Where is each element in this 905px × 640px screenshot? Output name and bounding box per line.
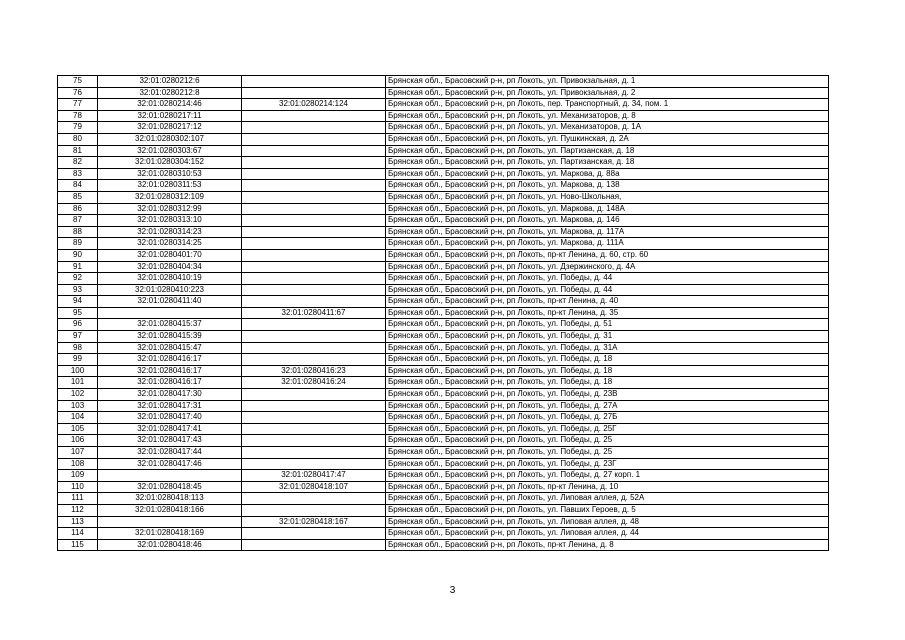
address-cell: Брянская обл., Брасовский р-н, рп Локоть, ул. Партизанская, д. 18 bbox=[386, 145, 829, 157]
table-row bbox=[58, 504, 829, 516]
row-number: 105 bbox=[58, 423, 98, 435]
cadastral-number: 32:01:0280416:17 bbox=[98, 365, 242, 377]
table-row bbox=[58, 423, 829, 435]
table-row bbox=[58, 307, 829, 319]
row-number: 112 bbox=[58, 504, 98, 516]
address-cell: Брянская обл., Брасовский р-н, рп Локоть, ул. Победы, д. 27А bbox=[386, 400, 829, 412]
row-number: 89 bbox=[58, 238, 98, 250]
table-row bbox=[58, 145, 829, 157]
table-row bbox=[58, 447, 829, 459]
address-cell: Брянская обл., Брасовский р-н, рп Локоть, ул. Дзержинского, д. 4А bbox=[386, 261, 829, 273]
related-cadastral-number: 32:01:0280417:47 bbox=[242, 470, 386, 482]
table-row bbox=[58, 99, 829, 111]
row-number: 114 bbox=[58, 528, 98, 540]
cadastral-number: 32:01:0280217:12 bbox=[98, 122, 242, 134]
address-cell: Брянская обл., Брасовский р-н, рп Локоть, ул. Ново-Школьная, bbox=[386, 191, 829, 203]
table-row bbox=[58, 273, 829, 285]
table-row bbox=[58, 296, 829, 308]
table-row bbox=[58, 354, 829, 366]
table-row bbox=[58, 389, 829, 401]
table-row bbox=[58, 133, 829, 145]
cadastral-number: 32:01:0280410:223 bbox=[98, 284, 242, 296]
row-number: 111 bbox=[58, 493, 98, 505]
address-cell: Брянская обл., Брасовский р-н, рп Локоть, ул. Победы, д. 44 bbox=[386, 273, 829, 285]
table-row bbox=[58, 458, 829, 470]
cadastral-number: 32:01:0280416:17 bbox=[98, 377, 242, 389]
row-number: 103 bbox=[58, 400, 98, 412]
cadastral-number: 32:01:0280410:19 bbox=[98, 273, 242, 285]
row-number: 109 bbox=[58, 470, 98, 482]
address-cell: Брянская обл., Брасовский р-н, рп Локоть, ул. Победы, д. 51 bbox=[386, 319, 829, 331]
related-cadastral-number bbox=[242, 435, 386, 447]
cadastral-number: 32:01:0280302:107 bbox=[98, 133, 242, 145]
cadastral-number: 32:01:0280417:41 bbox=[98, 423, 242, 435]
cadastral-number: 32:01:0280417:46 bbox=[98, 458, 242, 470]
table-row bbox=[58, 215, 829, 227]
cadastral-number: 32:01:0280314:23 bbox=[98, 226, 242, 238]
related-cadastral-number bbox=[242, 87, 386, 99]
address-cell: Брянская обл., Брасовский р-н, рп Локоть, пр-кт Ленина, д. 35 bbox=[386, 307, 829, 319]
address-cell: Брянская обл., Брасовский р-н, рп Локоть, пр-кт Ленина, д. 8 bbox=[386, 539, 829, 551]
cadastral-number: 32:01:0280415:39 bbox=[98, 331, 242, 343]
cadastral-number: 32:01:0280401:70 bbox=[98, 249, 242, 261]
related-cadastral-number bbox=[242, 133, 386, 145]
address-cell: Брянская обл., Брасовский р-н, рп Локоть, ул. Победы, д. 23Г bbox=[386, 458, 829, 470]
address-cell: Брянская обл., Брасовский р-н, рп Локоть, ул. Механизаторов, д. 8 bbox=[386, 110, 829, 122]
related-cadastral-number bbox=[242, 447, 386, 459]
cadastral-number: 32:01:0280418:46 bbox=[98, 539, 242, 551]
address-cell: Брянская обл., Брасовский р-н, рп Локоть, ул. Маркова, д. 88а bbox=[386, 168, 829, 180]
cadastral-number: 32:01:0280417:31 bbox=[98, 400, 242, 412]
related-cadastral-number: 32:01:0280416:24 bbox=[242, 377, 386, 389]
address-cell: Брянская обл., Брасовский р-н, рп Локоть, ул. Маркова, д. 146 bbox=[386, 215, 829, 227]
address-cell: Брянская обл., Брасовский р-н, рп Локоть, ул. Победы, д. 31 bbox=[386, 331, 829, 343]
table-row bbox=[58, 539, 829, 551]
related-cadastral-number bbox=[242, 191, 386, 203]
row-number: 82 bbox=[58, 157, 98, 169]
address-cell: Брянская обл., Брасовский р-н, рп Локоть, ул. Победы, д. 25 bbox=[386, 447, 829, 459]
table-row bbox=[58, 180, 829, 192]
table-row bbox=[58, 110, 829, 122]
table-row bbox=[58, 470, 829, 482]
table-row bbox=[58, 516, 829, 528]
table-row bbox=[58, 284, 829, 296]
related-cadastral-number bbox=[242, 296, 386, 308]
related-cadastral-number bbox=[242, 342, 386, 354]
table-row bbox=[58, 76, 829, 88]
cadastral-number: 32:01:0280417:43 bbox=[98, 435, 242, 447]
row-number: 91 bbox=[58, 261, 98, 273]
address-cell: Брянская обл., Брасовский р-н, рп Локоть, ул. Победы, д. 18 bbox=[386, 377, 829, 389]
address-cell: Брянская обл., Брасовский р-н, рп Локоть, пр-кт Ленина, д. 40 bbox=[386, 296, 829, 308]
address-cell: Брянская обл., Брасовский р-н, рп Локоть, ул. Павших Героев, д. 5 bbox=[386, 504, 829, 516]
cadastral-number: 32:01:0280415:37 bbox=[98, 319, 242, 331]
row-number: 101 bbox=[58, 377, 98, 389]
row-number: 98 bbox=[58, 342, 98, 354]
related-cadastral-number bbox=[242, 412, 386, 424]
address-cell: Брянская обл., Брасовский р-н, рп Локоть, ул. Липовая аллея, д. 48 bbox=[386, 516, 829, 528]
table-body bbox=[58, 76, 829, 551]
cadastral-number: 32:01:0280214:46 bbox=[98, 99, 242, 111]
address-cell: Брянская обл., Брасовский р-н, рп Локоть, пер. Транспортный, д. 34, пом. 1 bbox=[386, 99, 829, 111]
row-number: 102 bbox=[58, 389, 98, 401]
row-number: 83 bbox=[58, 168, 98, 180]
related-cadastral-number: 32:01:0280411:67 bbox=[242, 307, 386, 319]
row-number: 107 bbox=[58, 447, 98, 459]
related-cadastral-number bbox=[242, 273, 386, 285]
row-number: 110 bbox=[58, 481, 98, 493]
related-cadastral-number bbox=[242, 528, 386, 540]
table-row bbox=[58, 226, 829, 238]
related-cadastral-number: 32:01:0280416:23 bbox=[242, 365, 386, 377]
document-page bbox=[57, 75, 829, 551]
row-number: 100 bbox=[58, 365, 98, 377]
row-number: 84 bbox=[58, 180, 98, 192]
row-number: 97 bbox=[58, 331, 98, 343]
address-cell: Брянская обл., Брасовский р-н, рп Локоть, ул. Механизаторов, д. 1А bbox=[386, 122, 829, 134]
related-cadastral-number: 32:01:0280418:167 bbox=[242, 516, 386, 528]
related-cadastral-number bbox=[242, 423, 386, 435]
address-cell: Брянская обл., Брасовский р-н, рп Локоть, пр-кт Ленина, д. 60, стр. 60 bbox=[386, 249, 829, 261]
related-cadastral-number bbox=[242, 354, 386, 366]
related-cadastral-number bbox=[242, 215, 386, 227]
table-row bbox=[58, 261, 829, 273]
row-number: 75 bbox=[58, 76, 98, 88]
cadastral-number: 32:01:0280418:166 bbox=[98, 504, 242, 516]
table-row bbox=[58, 481, 829, 493]
cadastral-number bbox=[98, 470, 242, 482]
related-cadastral-number bbox=[242, 389, 386, 401]
address-cell: Брянская обл., Брасовский р-н, рп Локоть, ул. Пушкинская, д. 2А bbox=[386, 133, 829, 145]
related-cadastral-number bbox=[242, 319, 386, 331]
cadastral-number: 32:01:0280418:169 bbox=[98, 528, 242, 540]
address-cell: Брянская обл., Брасовский р-н, рп Локоть, ул. Победы, д. 25Г bbox=[386, 423, 829, 435]
table-row bbox=[58, 157, 829, 169]
row-number: 106 bbox=[58, 435, 98, 447]
cadastral-number bbox=[98, 307, 242, 319]
related-cadastral-number bbox=[242, 331, 386, 343]
related-cadastral-number bbox=[242, 249, 386, 261]
cadastral-number: 32:01:0280404:34 bbox=[98, 261, 242, 273]
table-row bbox=[58, 319, 829, 331]
cadastral-number: 32:01:0280217:11 bbox=[98, 110, 242, 122]
table-row bbox=[58, 377, 829, 389]
row-number: 108 bbox=[58, 458, 98, 470]
cadastral-number: 32:01:0280415:47 bbox=[98, 342, 242, 354]
table-row bbox=[58, 412, 829, 424]
table-row bbox=[58, 342, 829, 354]
row-number: 104 bbox=[58, 412, 98, 424]
row-number: 79 bbox=[58, 122, 98, 134]
cadastral-number: 32:01:0280418:113 bbox=[98, 493, 242, 505]
address-cell: Брянская обл., Брасовский р-н, рп Локоть, ул. Победы, д. 27 корп. 1 bbox=[386, 470, 829, 482]
row-number: 113 bbox=[58, 516, 98, 528]
table-row bbox=[58, 249, 829, 261]
table-row bbox=[58, 400, 829, 412]
related-cadastral-number bbox=[242, 122, 386, 134]
table-row bbox=[58, 191, 829, 203]
table-row bbox=[58, 493, 829, 505]
related-cadastral-number bbox=[242, 157, 386, 169]
related-cadastral-number bbox=[242, 180, 386, 192]
row-number: 99 bbox=[58, 354, 98, 366]
cadastral-number: 32:01:0280417:30 bbox=[98, 389, 242, 401]
address-cell: Брянская обл., Брасовский р-н, рп Локоть, ул. Привокзальная, д. 1 bbox=[386, 76, 829, 88]
address-cell: Брянская обл., Брасовский р-н, рп Локоть, ул. Маркова, д. 117А bbox=[386, 226, 829, 238]
related-cadastral-number: 32:01:0280418:107 bbox=[242, 481, 386, 493]
table-row bbox=[58, 365, 829, 377]
table-row bbox=[58, 87, 829, 99]
cadastral-number: 32:01:0280312:109 bbox=[98, 191, 242, 203]
row-number: 80 bbox=[58, 133, 98, 145]
table-row bbox=[58, 435, 829, 447]
address-cell: Брянская обл., Брасовский р-н, рп Локоть, пр-кт Ленина, д. 10 bbox=[386, 481, 829, 493]
table-row bbox=[58, 168, 829, 180]
cadastral-number: 32:01:0280417:44 bbox=[98, 447, 242, 459]
address-cell: Брянская обл., Брасовский р-н, рп Локоть, ул. Привокзальная, д. 2 bbox=[386, 87, 829, 99]
related-cadastral-number bbox=[242, 284, 386, 296]
related-cadastral-number bbox=[242, 493, 386, 505]
address-cell: Брянская обл., Брасовский р-н, рп Локоть, ул. Партизанская, д. 18 bbox=[386, 157, 829, 169]
address-cell: Брянская обл., Брасовский р-н, рп Локоть, ул. Маркова, д. 138 bbox=[386, 180, 829, 192]
cadastral-number: 32:01:0280314:25 bbox=[98, 238, 242, 250]
address-cell: Брянская обл., Брасовский р-н, рп Локоть, ул. Маркова, д. 148А bbox=[386, 203, 829, 215]
related-cadastral-number bbox=[242, 238, 386, 250]
related-cadastral-number bbox=[242, 261, 386, 273]
page-number: 3 bbox=[449, 585, 456, 596]
related-cadastral-number bbox=[242, 226, 386, 238]
table-row bbox=[58, 238, 829, 250]
table-row bbox=[58, 203, 829, 215]
related-cadastral-number bbox=[242, 400, 386, 412]
row-number: 88 bbox=[58, 226, 98, 238]
address-cell: Брянская обл., Брасовский р-н, рп Локоть, ул. Победы, д. 27Б bbox=[386, 412, 829, 424]
address-cell: Брянская обл., Брасовский р-н, рп Локоть, ул. Победы, д. 23В bbox=[386, 389, 829, 401]
cadastral-number: 32:01:0280304:152 bbox=[98, 157, 242, 169]
row-number: 96 bbox=[58, 319, 98, 331]
address-cell: Брянская обл., Брасовский р-н, рп Локоть, ул. Липовая аллея, д. 52А bbox=[386, 493, 829, 505]
cadastral-number: 32:01:0280212:6 bbox=[98, 76, 242, 88]
related-cadastral-number bbox=[242, 168, 386, 180]
related-cadastral-number bbox=[242, 539, 386, 551]
related-cadastral-number bbox=[242, 76, 386, 88]
table-row bbox=[58, 331, 829, 343]
cadastral-table bbox=[57, 75, 829, 551]
cadastral-number: 32:01:0280417:40 bbox=[98, 412, 242, 424]
row-number: 76 bbox=[58, 87, 98, 99]
address-cell: Брянская обл., Брасовский р-н, рп Локоть, ул. Победы, д. 18 bbox=[386, 354, 829, 366]
address-cell: Брянская обл., Брасовский р-н, рп Локоть, ул. Победы, д. 25 bbox=[386, 435, 829, 447]
cadastral-number bbox=[98, 516, 242, 528]
related-cadastral-number: 32:01:0280214:124 bbox=[242, 99, 386, 111]
table-row bbox=[58, 122, 829, 134]
row-number: 115 bbox=[58, 539, 98, 551]
related-cadastral-number bbox=[242, 458, 386, 470]
address-cell: Брянская обл., Брасовский р-н, рп Локоть, ул. Победы, д. 18 bbox=[386, 365, 829, 377]
row-number: 86 bbox=[58, 203, 98, 215]
row-number: 81 bbox=[58, 145, 98, 157]
address-cell: Брянская обл., Брасовский р-н, рп Локоть, ул. Победы, д. 44 bbox=[386, 284, 829, 296]
cadastral-number: 32:01:0280312:99 bbox=[98, 203, 242, 215]
cadastral-number: 32:01:0280411:40 bbox=[98, 296, 242, 308]
cadastral-number: 32:01:0280418:45 bbox=[98, 481, 242, 493]
row-number: 87 bbox=[58, 215, 98, 227]
cadastral-number: 32:01:0280416:17 bbox=[98, 354, 242, 366]
row-number: 95 bbox=[58, 307, 98, 319]
address-cell: Брянская обл., Брасовский р-н, рп Локоть, ул. Липовая аллея, д. 44 bbox=[386, 528, 829, 540]
row-number: 94 bbox=[58, 296, 98, 308]
row-number: 78 bbox=[58, 110, 98, 122]
cadastral-number: 32:01:0280212:8 bbox=[98, 87, 242, 99]
row-number: 90 bbox=[58, 249, 98, 261]
related-cadastral-number bbox=[242, 504, 386, 516]
row-number: 85 bbox=[58, 191, 98, 203]
row-number: 77 bbox=[58, 99, 98, 111]
address-cell: Брянская обл., Брасовский р-н, рп Локоть, ул. Победы, д. 31А bbox=[386, 342, 829, 354]
cadastral-number: 32:01:0280303:67 bbox=[98, 145, 242, 157]
related-cadastral-number bbox=[242, 145, 386, 157]
related-cadastral-number bbox=[242, 110, 386, 122]
cadastral-number: 32:01:0280311:53 bbox=[98, 180, 242, 192]
table-row bbox=[58, 528, 829, 540]
cadastral-number: 32:01:0280310:53 bbox=[98, 168, 242, 180]
row-number: 92 bbox=[58, 273, 98, 285]
cadastral-number: 32:01:0280313:10 bbox=[98, 215, 242, 227]
address-cell: Брянская обл., Брасовский р-н, рп Локоть, ул. Маркова, д. 111А bbox=[386, 238, 829, 250]
related-cadastral-number bbox=[242, 203, 386, 215]
row-number: 93 bbox=[58, 284, 98, 296]
